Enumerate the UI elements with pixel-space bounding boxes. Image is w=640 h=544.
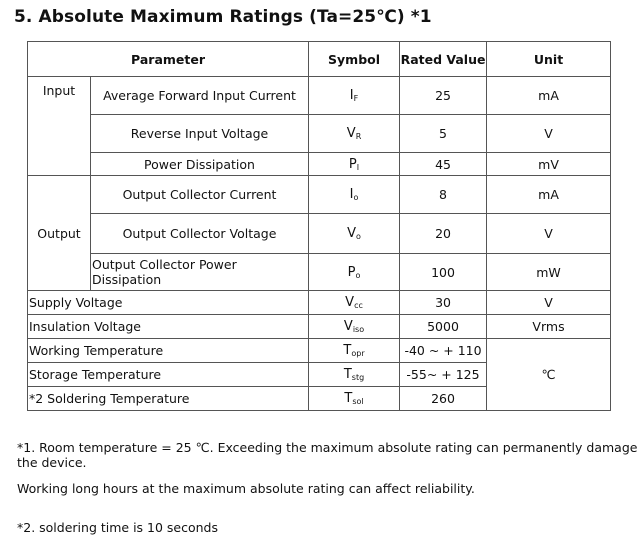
symbol-cell: $V_o$ bbox=[309, 214, 400, 254]
unit-cell: Vrms bbox=[487, 315, 611, 339]
section-title: 5. Absolute Maximum Ratings (Ta=25℃) *1 bbox=[14, 7, 432, 27]
value-cell: 45 bbox=[400, 153, 487, 176]
symbol-cell: $P_o$ bbox=[309, 254, 400, 291]
value-cell: -40 ~ + 110 bbox=[400, 339, 487, 363]
symbol-cell: $T_{sol}$ bbox=[309, 387, 400, 411]
symbol-cell: $V_R$ bbox=[309, 115, 400, 153]
symbol-cell: $V_{iso}$ bbox=[309, 315, 400, 339]
param-cell: *2 Soldering Temperature bbox=[28, 387, 309, 411]
param-cell: Reverse Input Voltage bbox=[91, 115, 309, 153]
footnote-1: *1. Room temperature = 25 ℃. Exceeding the maximum absolute rating can permanently damage the device. bbox=[17, 440, 638, 470]
table-row bbox=[28, 339, 611, 363]
absolute-maximum-ratings-table bbox=[27, 41, 611, 411]
table-row bbox=[28, 153, 611, 176]
group-input: Input bbox=[28, 77, 91, 176]
param-cell: Storage Temperature bbox=[28, 363, 309, 387]
table-row bbox=[28, 214, 611, 254]
table-row bbox=[28, 254, 611, 291]
header-unit: Unit bbox=[487, 42, 611, 77]
table-row bbox=[28, 176, 611, 214]
param-cell: Average Forward Input Current bbox=[91, 77, 309, 115]
symbol-cell: $I_F$ bbox=[309, 77, 400, 115]
unit-cell: mA bbox=[487, 77, 611, 115]
header-rated-value: Rated Value bbox=[400, 42, 487, 77]
value-cell: -55~ + 125 bbox=[400, 363, 487, 387]
symbol-cell: $T_{opr}$ bbox=[309, 339, 400, 363]
unit-cell: mW bbox=[487, 254, 611, 291]
header-parameter: Parameter bbox=[28, 42, 309, 77]
unit-cell: mA bbox=[487, 176, 611, 214]
param-cell: Output Collector Power Dissipation bbox=[91, 254, 309, 291]
unit-cell: V bbox=[487, 214, 611, 254]
unit-cell: ℃ bbox=[487, 339, 611, 411]
value-cell: 8 bbox=[400, 176, 487, 214]
value-cell: 5 bbox=[400, 115, 487, 153]
symbol-cell: $T_{stg}$ bbox=[309, 363, 400, 387]
param-cell: Insulation Voltage bbox=[28, 315, 309, 339]
value-cell: 30 bbox=[400, 291, 487, 315]
value-cell: 5000 bbox=[400, 315, 487, 339]
param-cell: Supply Voltage bbox=[28, 291, 309, 315]
param-cell: Output Collector Current bbox=[91, 176, 309, 214]
unit-cell: V bbox=[487, 291, 611, 315]
unit-cell: V bbox=[487, 115, 611, 153]
footnote-reliability: Working long hours at the maximum absolute rating can affect reliability. bbox=[17, 481, 475, 496]
param-cell: Power Dissipation bbox=[91, 153, 309, 176]
symbol-cell: $P_I$ bbox=[309, 153, 400, 176]
value-cell: 20 bbox=[400, 214, 487, 254]
group-output: Output bbox=[28, 176, 91, 291]
table-row bbox=[28, 291, 611, 315]
table-row bbox=[28, 315, 611, 339]
param-cell: Output Collector Voltage bbox=[91, 214, 309, 254]
table-row bbox=[28, 115, 611, 153]
value-cell: 260 bbox=[400, 387, 487, 411]
header-symbol: Symbol bbox=[309, 42, 400, 77]
table-row bbox=[28, 77, 611, 115]
param-cell: Working Temperature bbox=[28, 339, 309, 363]
symbol-cell: $I_o$ bbox=[309, 176, 400, 214]
footnote-2: *2. soldering time is 10 seconds bbox=[17, 520, 218, 535]
value-cell: 25 bbox=[400, 77, 487, 115]
symbol-cell: $V_{cc}$ bbox=[309, 291, 400, 315]
unit-cell: mV bbox=[487, 153, 611, 176]
value-cell: 100 bbox=[400, 254, 487, 291]
header-row bbox=[28, 42, 611, 77]
